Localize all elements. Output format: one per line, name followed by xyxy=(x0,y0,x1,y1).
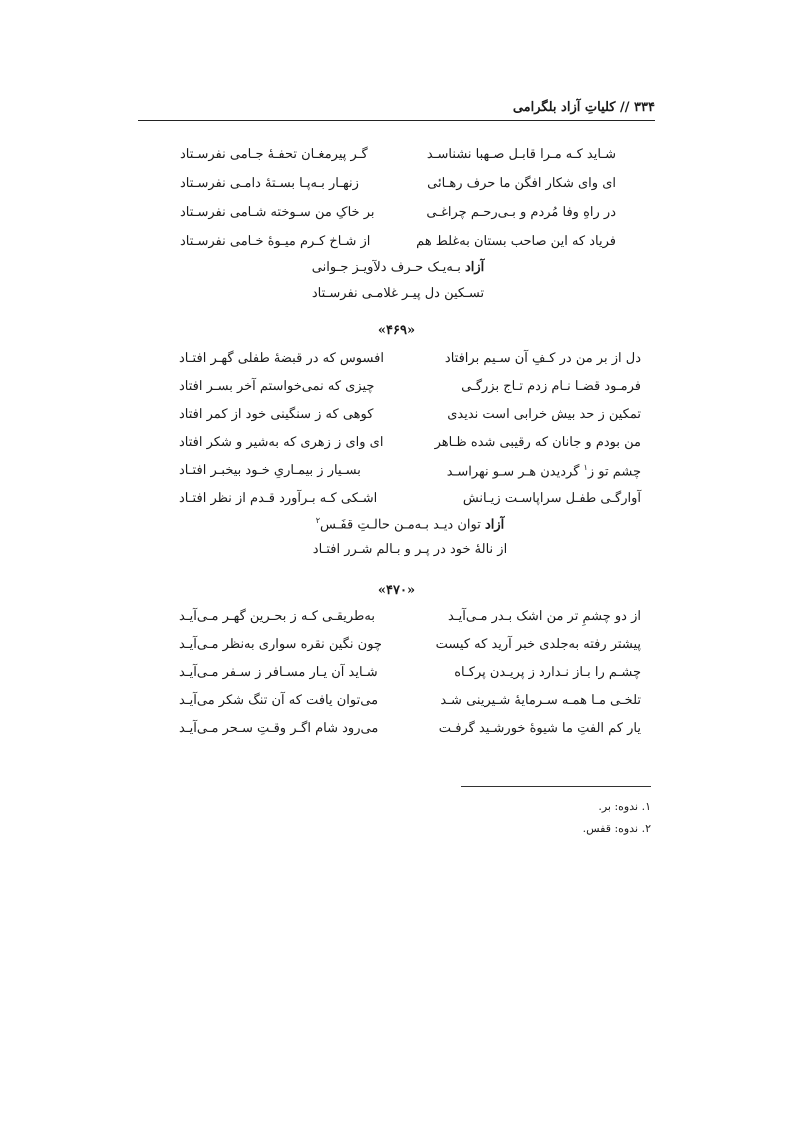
hemistich-left: از شـاخ کـرم میـوهٔ خـامی نفرسـتاد xyxy=(180,234,371,249)
poet-name: آزاد xyxy=(484,517,505,533)
closing-verse-1 xyxy=(179,516,641,532)
closing-verse-text: بـه‌یـک حـرف دلآویـز جـوانی xyxy=(311,260,465,275)
closing-verse-2: تسـکین دل پیـر غلامـی نفرسـتاد xyxy=(311,286,485,301)
footnote-mark: ۱ xyxy=(583,463,588,472)
hemistich-left: شـاید آن یـار مسـافر ز سـفر مـی‌آیـد xyxy=(179,665,378,680)
hemistich-left: چون نگین نقره سواری به‌نظر مـی‌آیـد xyxy=(179,637,382,652)
hemistich-right: شـاید کـه مـرا قابـل صـهبا نشناسـد xyxy=(426,147,616,162)
header-rule xyxy=(138,120,655,121)
hemistich-left: بسـیار ز بیمـاریِ خـود بیخبـر افتـاد xyxy=(179,463,361,478)
hemistich-left: کوهی که ز سنگینی خود از کمر افتاد xyxy=(179,407,374,422)
hemistich-right: چشـم را بـاز نـدارد ز پریـدن پرکـاه xyxy=(454,665,641,680)
page-header xyxy=(138,96,655,120)
hemistich-left: به‌طریقـی کـه ز بحـرین گهـر مـی‌آیـد xyxy=(179,609,375,624)
hemistich-left: می‌رود شام اگـر وقـتِ سـحر مـی‌آیـد xyxy=(179,721,379,736)
running-title: ۳۳۴ // کلیاتِ آزاد بلگرامی xyxy=(512,100,655,115)
hemistich-left: اشـکی کـه بـرآورد قـدم از نظر افتـاد xyxy=(179,491,378,506)
footnote-rule xyxy=(461,786,651,787)
hemistich-left: بر خاکِ من سـوخته شـامی نفرسـتاد xyxy=(180,205,375,220)
closing-verse-2: از نالهٔ خود در پـر و بـالم شـرر افتـاد xyxy=(312,542,508,557)
hemistich-right: آوارگـی طفـل سراپاسـت زیـانش xyxy=(462,491,641,506)
poem-469 xyxy=(179,351,641,566)
poem-number-470: «۴۷۰» xyxy=(377,583,416,598)
closing-verse-1 xyxy=(180,260,616,275)
footnote-mark: ۲ xyxy=(315,516,321,525)
footnote-2: ۲. ندوه: قفس. xyxy=(582,822,651,835)
poem-number-469: «۴۶۹» xyxy=(377,323,416,338)
hemistich-right: فرمـود قضـا نـام زدم تـاج بزرگـی xyxy=(461,379,641,394)
hemistich-left: ای وای ز زهری که به‌شیر و شکر افتاد xyxy=(179,435,384,450)
poem-470 xyxy=(179,609,641,739)
poet-name: آزاد xyxy=(464,260,485,275)
hemistich-left: افسوس که در قبضهٔ طفلی گهـر افتـاد xyxy=(179,351,384,366)
hemistich-right: ای وای شکار افگن ما حرف رهـائی xyxy=(427,176,616,191)
hemistich-left: گـر پیرمغـان تحفـهٔ جـامی نفرسـتاد xyxy=(180,147,368,162)
hemistich-right: چشم تو ز$^۱$ گردیدن هـر سـو نهراسـد xyxy=(446,463,641,480)
closing-verse-text: توان دیـد بـه‌مـن حالـتِ قفَـس xyxy=(320,517,485,533)
hemistich-left: چیزی که نمی‌خواستم آخر بسـر افتاد xyxy=(179,379,375,394)
hemistich-left: زنهـار بـه‌پـا بسـتهٔ دامـی نفرسـتاد xyxy=(180,176,359,191)
hemistich-right: پیشتر رفته به‌جلدی خبر آرید که کیست xyxy=(435,637,641,652)
hemistich-left: می‌توان یافت که آن تنگ شکر می‌آیـد xyxy=(179,693,379,708)
footnote-1: ۱. ندوه: بر. xyxy=(598,800,651,813)
hemistich-right: من بودم و جانان که رقیبی شده ظـاهر xyxy=(434,435,641,450)
poem-top xyxy=(180,147,616,307)
hemistich-right: از دو چشمِ تر من اشک بـدر مـی‌آیـد xyxy=(448,609,641,624)
hemistich-right: یار کم الفتِ ما شیوهٔ خورشـید گرفـت xyxy=(438,721,641,736)
hemistich-right: تمکین ز حد بیش خرابی است ندیدی xyxy=(447,407,641,422)
hemistich-right: دل از بر من در کـفِ آن سـیم برافتاد xyxy=(444,351,641,366)
hemistich-right: فریاد که این صاحب بستان به‌غلط هم xyxy=(416,234,616,249)
hemistich-right: تلخـی مـا همـه سـرمایهٔ شـیرینی شـد xyxy=(440,693,641,708)
hemistich-right: در راهِ وفا مُردم و بـی‌رحـم چراغـی xyxy=(426,205,616,220)
